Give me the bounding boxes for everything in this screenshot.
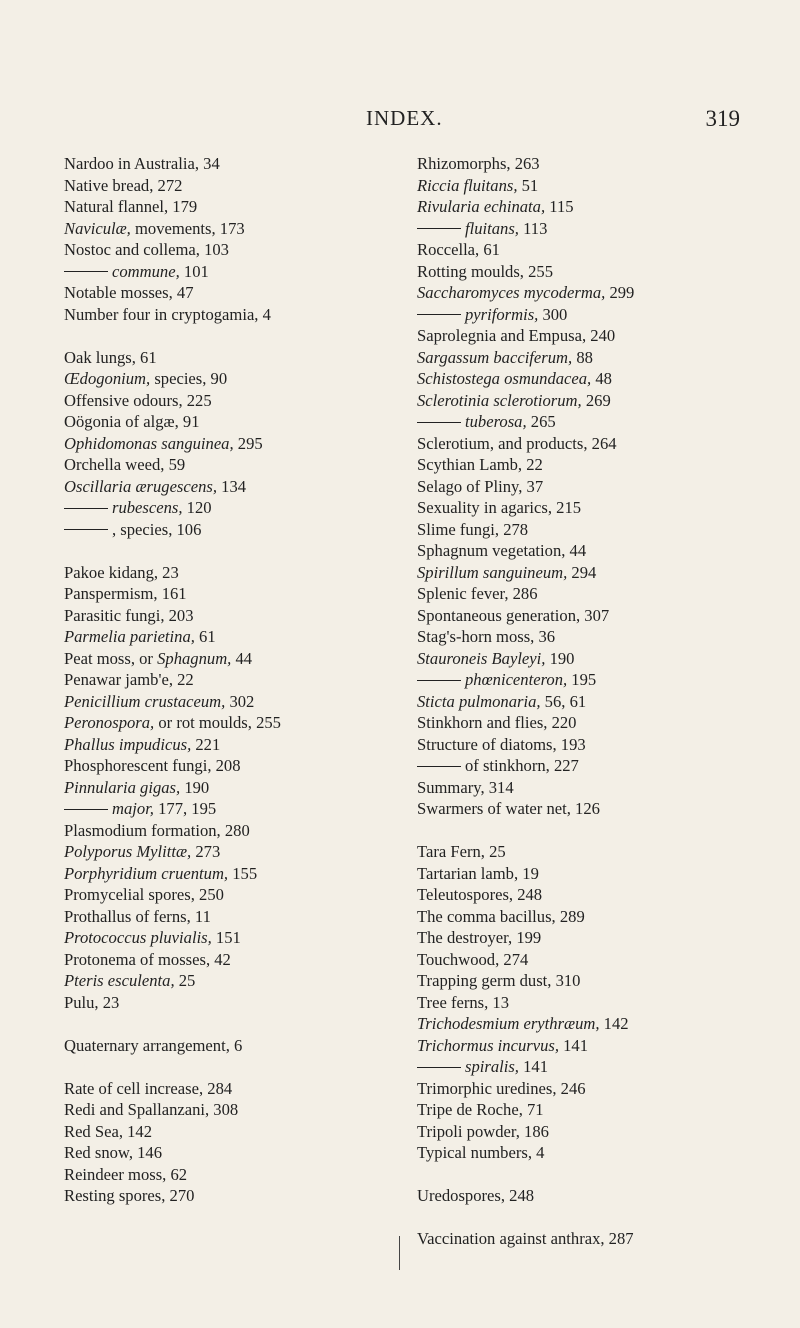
- index-entry: [417, 261, 767, 283]
- index-entry: [64, 519, 394, 541]
- entry-latin-term: Naviculæ,: [64, 218, 131, 238]
- entry-latin-term: fluitans,: [465, 218, 519, 238]
- index-entry: [64, 798, 394, 820]
- index-entry: [64, 970, 394, 992]
- index-entry: [417, 755, 767, 777]
- index-entry: [64, 411, 394, 433]
- index-entry: [64, 669, 394, 691]
- entry-latin-term: Ophidomonas sanguinea,: [64, 433, 234, 453]
- entry-text: Prothallus of ferns, 11: [64, 906, 211, 926]
- entry-latin-term: Spirillum sanguineum,: [417, 562, 568, 582]
- entry-text: Redi and Spallanzani, 308: [64, 1100, 239, 1119]
- index-entry: [417, 626, 767, 648]
- entry-text: Rhizomorphs, 263: [417, 154, 540, 173]
- section-gap: [417, 1164, 767, 1186]
- entry-text: 115: [545, 197, 574, 216]
- index-entry: [417, 1142, 767, 1164]
- entry-latin-term: major,: [112, 799, 154, 818]
- entry-text: Number four in cryptogamia, 4: [64, 304, 271, 324]
- entry-text: The comma bacillus, 289: [417, 906, 585, 926]
- index-entry: [64, 1121, 394, 1143]
- entry-text: Panspermism, 161: [64, 584, 187, 603]
- page-header: [0, 106, 800, 136]
- entry-text: 101: [179, 261, 209, 281]
- entry-text: of stinkhorn, 227: [465, 756, 579, 775]
- index-entry: [64, 347, 394, 369]
- index-entry: [64, 1142, 394, 1164]
- entry-text: Roccella, 61: [417, 240, 500, 259]
- entry-text: Structure of diatoms, 193: [417, 734, 586, 754]
- entry-latin-term: Rivularia echinata,: [417, 197, 546, 216]
- entry-text: 269: [581, 390, 611, 410]
- entry-latin-term: tuberosa,: [465, 412, 527, 431]
- entry-text: Phosphorescent fungi, 208: [64, 756, 241, 775]
- entry-text: Orchella weed, 59: [64, 455, 186, 474]
- index-entry: [417, 304, 767, 326]
- index-entry: [417, 562, 767, 584]
- entry-text: 88: [572, 347, 593, 367]
- section-gap: [64, 1056, 394, 1078]
- entry-text: Saprolegnia and Empusa, 240: [417, 326, 616, 345]
- entry-text: Red Sea, 142: [64, 1121, 153, 1141]
- entry-text: Vaccination against anthrax, 287: [417, 1229, 634, 1248]
- entry-latin-term: Trichormus incurvus,: [417, 1035, 559, 1055]
- entry-text: Nostoc and collema, 103: [64, 240, 229, 259]
- index-column-right: [417, 153, 767, 1250]
- index-entry: [417, 519, 767, 541]
- entry-text: Teleutospores, 248: [417, 885, 543, 904]
- entry-text: Red snow, 146: [64, 1143, 163, 1162]
- index-entry: [417, 712, 767, 734]
- index-entry: [64, 734, 394, 756]
- entry-text: 48: [591, 369, 612, 388]
- index-entry: [64, 712, 394, 734]
- entry-text: 113: [518, 218, 548, 238]
- index-entry: [64, 454, 394, 476]
- index-entry: [417, 196, 767, 218]
- index-entry: [64, 927, 394, 949]
- margin-rule: [399, 1236, 400, 1270]
- entry-text: 177, 195: [153, 799, 217, 818]
- entry-text: Sphagnum vegetation, 44: [417, 541, 587, 560]
- entry-text: species, 90: [150, 369, 228, 388]
- index-entry: [417, 1185, 767, 1207]
- index-entry: [64, 476, 394, 498]
- index-entry: [417, 1056, 767, 1078]
- index-entry: [417, 927, 767, 949]
- index-entry: [64, 218, 394, 240]
- entry-text: Swarmers of water net, 126: [417, 799, 600, 818]
- index-entry: [417, 476, 767, 498]
- entry-text: Tara Fern, 25: [417, 842, 506, 861]
- entry-text: 155: [228, 863, 258, 883]
- index-entry: [417, 497, 767, 519]
- entry-latin-term: Sticta pulmonaria,: [417, 691, 541, 711]
- index-entry: [64, 390, 394, 412]
- entry-text: Stag's-horn moss, 36: [417, 627, 556, 646]
- index-entry: [417, 347, 767, 369]
- entry-text: 195: [567, 670, 597, 689]
- index-entry: [417, 411, 767, 433]
- index-entry: [64, 497, 394, 519]
- index-entry: [64, 884, 394, 906]
- entry-text: 120: [182, 498, 212, 517]
- entry-text: 302: [225, 691, 255, 711]
- index-entry: [417, 218, 767, 240]
- index-entry: [417, 175, 767, 197]
- entry-text: Protonema of mosses, 42: [64, 949, 231, 969]
- entry-text: Touchwood, 274: [417, 949, 529, 969]
- entry-text: Native bread, 272: [64, 175, 183, 195]
- ditto-dash: [64, 508, 108, 509]
- entry-latin-term: Sargassum bacciferum,: [417, 347, 573, 367]
- entry-latin-term: Sphagnum,: [157, 648, 232, 668]
- index-entry: [64, 1185, 394, 1207]
- index-entry: [417, 906, 767, 928]
- section-gap: [64, 540, 394, 562]
- index-entry: [417, 992, 767, 1014]
- entry-text: Parasitic fungi, 203: [64, 605, 194, 625]
- entry-text: Resting spores, 270: [64, 1186, 195, 1205]
- entry-latin-term: Saccharomyces mycoderma,: [417, 283, 606, 302]
- index-entry: [417, 777, 767, 799]
- entry-text: Slime fungi, 278: [417, 519, 529, 539]
- entry-latin-term: Sclerotinia sclerotiorum,: [417, 390, 582, 410]
- index-entry: [417, 669, 767, 691]
- index-entry: [417, 1013, 767, 1035]
- index-entry: [417, 841, 767, 863]
- entry-text: 294: [567, 562, 597, 582]
- section-gap: [417, 1207, 767, 1229]
- entry-text: Nardoo in Australia, 34: [64, 154, 220, 173]
- entry-text: The destroyer, 199: [417, 928, 542, 947]
- entry-text: 190: [545, 648, 575, 668]
- index-entry: [417, 583, 767, 605]
- entry-text: Penawar jamb'e, 22: [64, 670, 194, 689]
- index-entry: [417, 325, 767, 347]
- entry-text: Trimorphic uredines, 246: [417, 1078, 586, 1098]
- entry-text: Summary, 314: [417, 777, 514, 797]
- index-entry: [417, 1099, 767, 1121]
- section-gap: [64, 325, 394, 347]
- index-entry: [64, 648, 394, 670]
- section-gap: [417, 820, 767, 842]
- index-entry: [417, 798, 767, 820]
- index-entry: [64, 841, 394, 863]
- entry-text: 151: [211, 928, 241, 947]
- entry-text: 265: [526, 412, 556, 431]
- entry-text: Splenic fever, 286: [417, 584, 538, 603]
- entry-text: Natural flannel, 179: [64, 197, 198, 216]
- ditto-dash: [64, 809, 108, 810]
- ditto-dash: [64, 271, 108, 272]
- entry-latin-term: commune,: [112, 261, 180, 281]
- entry-text: Promycelial spores, 250: [64, 885, 224, 904]
- ditto-dash: [417, 314, 461, 315]
- index-entry: [64, 777, 394, 799]
- ditto-dash: [417, 766, 461, 767]
- ditto-dash: [64, 529, 108, 530]
- entry-latin-term: Pteris esculenta,: [64, 971, 175, 990]
- index-entry: [417, 863, 767, 885]
- entry-text: , species, 106: [112, 519, 202, 539]
- entry-latin-term: Peronospora,: [64, 713, 155, 732]
- entry-text: 51: [517, 175, 539, 195]
- index-entry: [64, 1078, 394, 1100]
- entry-text: or rot moulds, 255: [154, 713, 281, 732]
- entry-text: Selago of Pliny, 37: [417, 476, 544, 496]
- index-entry: [64, 153, 394, 175]
- entry-text: 221: [191, 734, 221, 754]
- index-entry: [64, 1164, 394, 1186]
- index-entry: [64, 433, 394, 455]
- entry-text: Oögonia of algæ, 91: [64, 412, 200, 431]
- entry-text: 295: [233, 433, 263, 453]
- index-entry: [64, 863, 394, 885]
- index-entry: [417, 734, 767, 756]
- index-entry: [417, 1228, 767, 1250]
- entry-latin-term: phœnicenteron,: [465, 670, 568, 689]
- index-entry: [64, 239, 394, 261]
- entry-latin-term: Trichodesmium erythræum,: [417, 1014, 600, 1033]
- index-entry: [64, 368, 394, 390]
- entry-latin-term: Œdogonium,: [64, 369, 151, 388]
- entry-latin-term: Stauroneis Bayleyi,: [417, 648, 546, 668]
- index-entry: [64, 304, 394, 326]
- entry-text: Uredospores, 248: [417, 1186, 535, 1205]
- index-entry: [417, 239, 767, 261]
- entry-latin-term: Protococcus pluvialis,: [64, 928, 212, 947]
- index-entry: [64, 820, 394, 842]
- entry-text: 61: [194, 627, 216, 646]
- entry-text: Plasmodium formation, 280: [64, 820, 250, 840]
- index-entry: [64, 1035, 394, 1057]
- index-entry: [417, 949, 767, 971]
- entry-text: Stinkhorn and flies, 220: [417, 713, 577, 732]
- index-entry: [64, 626, 394, 648]
- index-entry: [64, 605, 394, 627]
- page-number: 319: [705, 106, 740, 131]
- entry-latin-term: Porphyridium cruentum,: [64, 863, 229, 883]
- entry-latin-term: Polyporus Mylittæ,: [64, 842, 192, 861]
- index-entry: [417, 605, 767, 627]
- index-entry: [417, 153, 767, 175]
- ditto-dash: [417, 680, 461, 681]
- index-entry: [417, 1121, 767, 1143]
- entry-text: 134: [217, 476, 247, 496]
- entry-text: Pulu, 23: [64, 992, 120, 1012]
- index-entry: [64, 196, 394, 218]
- entry-text: 300: [538, 304, 568, 324]
- index-entry: [417, 970, 767, 992]
- entry-text: 273: [191, 842, 221, 861]
- entry-latin-term: Riccia fluitans,: [417, 175, 518, 195]
- index-column-left: [64, 153, 394, 1207]
- entry-latin-term: Oscillaria ærugescens,: [64, 476, 218, 496]
- index-entry: [417, 282, 767, 304]
- entry-text: Offensive odours, 225: [64, 390, 212, 410]
- entry-text: 142: [599, 1014, 629, 1033]
- entry-latin-term: Penicillium crustaceum,: [64, 691, 226, 711]
- entry-latin-term: pyriformis,: [465, 304, 539, 324]
- entry-text: 141: [558, 1035, 589, 1055]
- entry-latin-term: spiralis,: [465, 1057, 519, 1076]
- index-entry: [417, 454, 767, 476]
- entry-text: 141: [518, 1057, 548, 1076]
- section-gap: [64, 1013, 394, 1035]
- entry-latin-term: Pinnularia gigas,: [64, 777, 181, 797]
- entry-text: Scythian Lamb, 22: [417, 455, 543, 474]
- index-entry: [64, 755, 394, 777]
- index-entry: [64, 282, 394, 304]
- entry-text: Tripoli powder, 186: [417, 1121, 549, 1141]
- entry-text: Sexuality in agarics, 215: [417, 498, 582, 517]
- index-entry: [417, 1035, 767, 1057]
- entry-text: 299: [605, 283, 635, 302]
- ditto-dash: [417, 228, 461, 229]
- index-entry: [64, 175, 394, 197]
- entry-text: Quaternary arrangement, 6: [64, 1035, 243, 1055]
- entry-text: 25: [174, 971, 196, 990]
- entry-text: Oak lungs, 61: [64, 347, 157, 367]
- entry-text: Tree ferns, 13: [417, 992, 510, 1012]
- index-entry: [64, 691, 394, 713]
- entry-text: Tartarian lamb, 19: [417, 863, 539, 883]
- entry-latin-term: Phallus impudicus,: [64, 734, 192, 754]
- index-entry: [417, 390, 767, 412]
- entry-text: Notable mosses, 47: [64, 283, 194, 302]
- entry-text: 44: [231, 648, 253, 668]
- entry-text: Rotting moulds, 255: [417, 261, 553, 281]
- index-entry: [64, 1099, 394, 1121]
- index-entry: [64, 583, 394, 605]
- ditto-dash: [417, 422, 461, 423]
- index-entry: [417, 691, 767, 713]
- index-entry: [64, 992, 394, 1014]
- entry-text: Typical numbers, 4: [417, 1143, 545, 1162]
- index-entry: [417, 540, 767, 562]
- entry-text: Pakoe kidang, 23: [64, 562, 179, 582]
- index-entry: [64, 562, 394, 584]
- index-entry: [64, 906, 394, 928]
- index-entry: [417, 368, 767, 390]
- entry-text: Spontaneous generation, 307: [417, 605, 610, 625]
- entry-latin-term: Schistostega osmundacea,: [417, 369, 592, 388]
- entry-text: Rate of cell increase, 284: [64, 1078, 233, 1098]
- index-entry: [417, 648, 767, 670]
- entry-text: Sclerotium, and products, 264: [417, 433, 617, 453]
- entry-text: Reindeer moss, 62: [64, 1164, 188, 1184]
- index-entry: [417, 1078, 767, 1100]
- running-title: INDEX.: [366, 106, 443, 130]
- entry-latin-term: rubescens,: [112, 498, 183, 517]
- entry-text: 190: [180, 777, 210, 797]
- index-entry: [417, 884, 767, 906]
- ditto-dash: [417, 1067, 461, 1068]
- index-entry: [417, 433, 767, 455]
- entry-text: Trapping germ dust, 310: [417, 971, 581, 990]
- index-entry: [64, 949, 394, 971]
- entry-latin-term: Parmelia parietina,: [64, 627, 195, 646]
- entry-text: 56, 61: [540, 691, 587, 711]
- entry-text: Peat moss, or: [64, 648, 158, 668]
- entry-text: Tripe de Roche, 71: [417, 1100, 544, 1119]
- entry-text: movements, 173: [130, 218, 245, 238]
- index-entry: [64, 261, 394, 283]
